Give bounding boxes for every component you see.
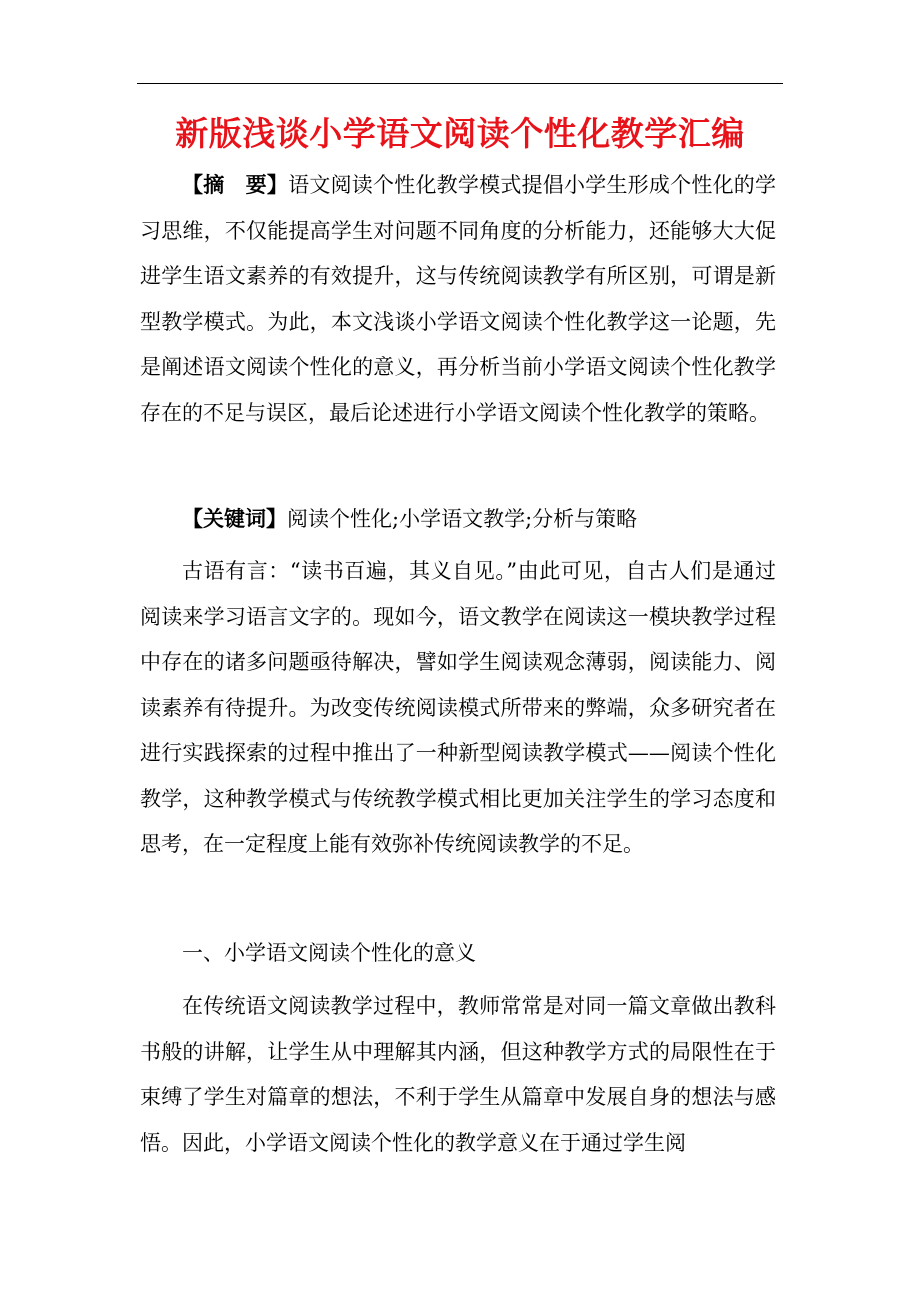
intro-section [140,549,776,868]
abstract-text: 语文阅读个性化教学模式提倡小学生形成个性化的学习思维，不仅能提高学生对问题不同角度的分析能力，还能够大大促进学生语文素养的有效提升，这与传统阅读教学有所区别，可谓是新型教学模式。为此，本文浅谈小学语文阅读个性化教学这一论题，先是阐述语文阅读个性化的意义，再分析当前小学语文阅读个性化教学存在的不足与误区，最后论述进行小学语文阅读个性化教学的策略。 [140,173,777,425]
document-title: 新版浅谈小学语文阅读个性化教学汇编 [175,114,745,153]
abstract-section [140,162,776,436]
section1-body [140,984,776,1166]
abstract-paragraph [140,162,776,436]
keywords-paragraph [140,496,776,543]
section1-paragraph: 在传统语文阅读教学过程中，教师常常是对同一篇文章做出教科书般的讲解，让学生从中理解其内涵，但这种教学方式的局限性在于束缚了学生对篇章的想法，不利于学生从篇章中发展自身的想法与感悟。因此，小学语文阅读个性化的教学意义在于通过学生阅 [140,994,776,1155]
abstract-label: 【摘 要】 [182,172,289,197]
keywords-section [140,496,776,543]
keywords-label: 【关键词】 [182,506,287,531]
section1-heading-block [140,931,776,977]
section1-heading: 一、小学语文阅读个性化的意义 [182,941,476,965]
keywords-text: 阅读个性化;小学语文教学;分析与策略 [287,507,638,531]
intro-paragraph: 古语有言：“读书百遍，其义自见。”由此可见，自古人们是通过阅读来学习语言文字的。现如今，语文教学在阅读这一模块教学过程中存在的诸多问题亟待解决，譬如学生阅读观念薄弱，阅读能力、阅读素养有待提升。为改变传统阅读模式所带来的弊端，众多研究者在进行实践探索的过程中推出了一种新型阅读教学模式——阅读个性化教学，这种教学模式与传统教学模式相比更加关注学生的学习态度和思考，在一定程度上能有效弥补传统阅读教学的不足。 [140,559,776,856]
header-rule [137,83,783,84]
